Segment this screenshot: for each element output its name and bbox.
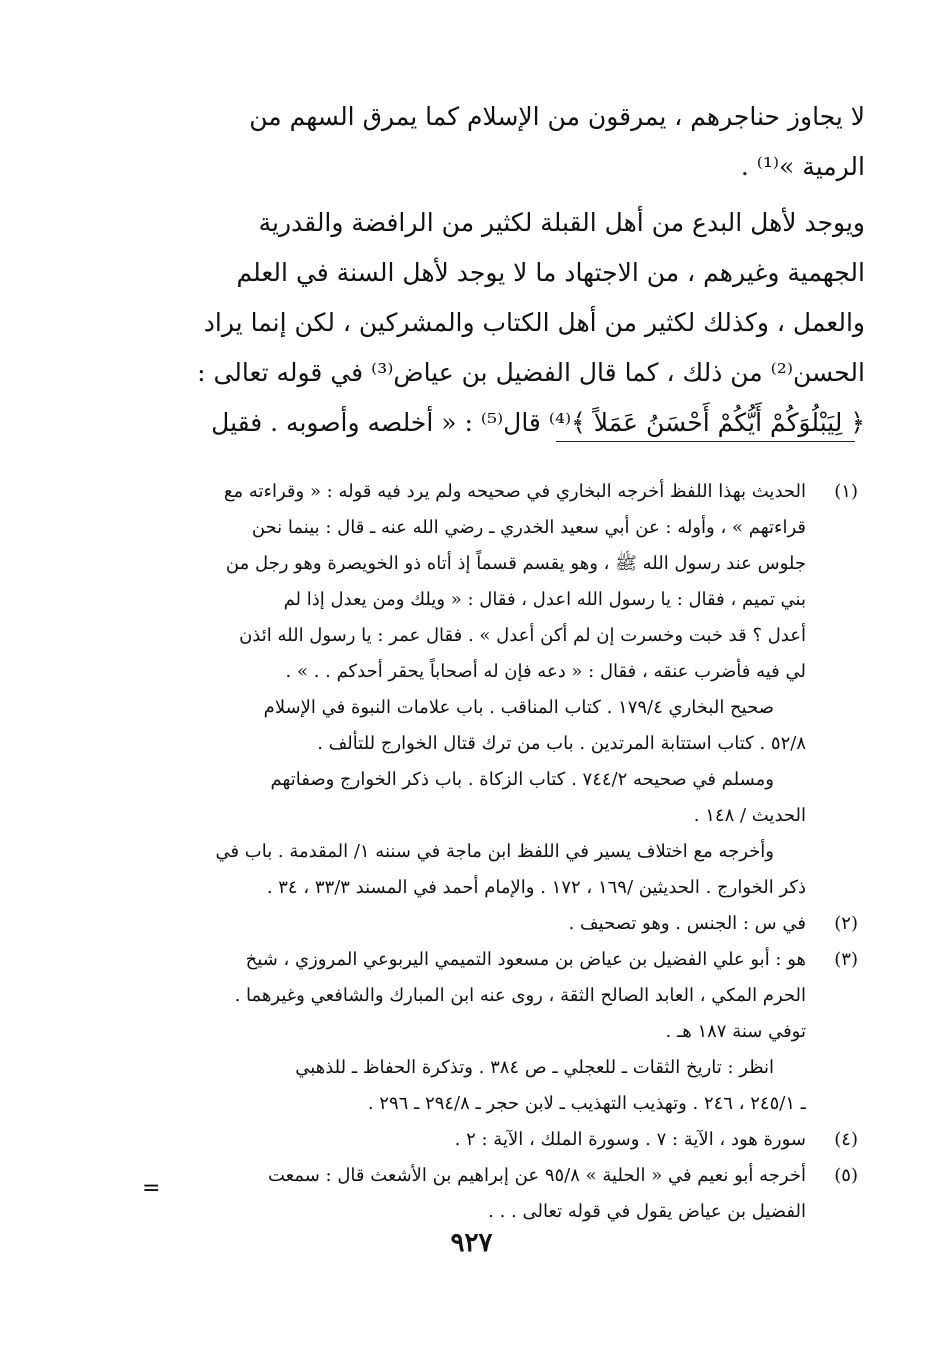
footnote-line: جلوس عند رسول الله ﷺ ، وهو يقسم قسماً إذ أتاه ذو الخويصرة وهو رجل من	[225, 553, 806, 574]
footnote-line: توفي سنة ١٨٧ هـ .	[665, 1021, 806, 1042]
footnote-number: (١)	[834, 481, 858, 502]
footnote-line: سورة هود ، الآية : ٧ . وسورة الملك ، الآية : ٢ .	[454, 1129, 806, 1150]
footnote-source-line: الحديث / ١٤٨ .	[693, 805, 806, 826]
main-paragraph-2	[150, 198, 865, 448]
footnote-line: أخرجه أبو نعيم في « الحلية » ٩٥/٨ عن إبراهيم بن الأشعث قال : سمعت	[267, 1165, 806, 1186]
footnote-source-line: ومسلم في صحيحه ٧٤٤/٢ . كتاب الزكاة . باب ذكر الخوارج وصفاتهم	[270, 769, 774, 790]
footnote-line: أعدل ؟ قد خبت وخسرت إن لم أكن أعدل » . فقال عمر : يا رسول الله ائذن	[239, 625, 806, 646]
footnote-source-line: صحيح البخاري ١٧٩/٤ . كتاب المناقب . باب علامات النبوة في الإسلام	[263, 697, 774, 718]
page-number: ٩٢٧	[450, 1228, 493, 1258]
main-paragraph-1	[150, 92, 865, 192]
footnote-number: (٣)	[834, 949, 858, 970]
footnote-line: الحرم المكي ، العابد الصالح الثقة ، روى عنه ابن المبارك والشافعي وغيرهما .	[234, 985, 806, 1006]
footnote-source-line: ٥٢/٨ . كتاب استتابة المرتدين . باب من ترك قتال الخوارج للتألف .	[317, 733, 806, 754]
footnote-5	[148, 1158, 858, 1230]
footnote-2	[148, 906, 858, 942]
main-line: لا يجاوز حناجرهم ، يمرقون من الإسلام كما يمرق السهم من	[249, 102, 865, 131]
footnote-number: (٢)	[834, 913, 858, 934]
footnote-source-line: وأخرجه مع اختلاف يسير في اللفظ ابن ماجة في سننه ١/ المقدمة . باب في	[215, 841, 774, 862]
footnote-4	[148, 1122, 858, 1158]
footnote-line: الحديث بهذا اللفظ أخرجه البخاري في صحيحه ولم يرد فيه قوله : « وقراءته مع	[223, 481, 806, 502]
footnote-line: هو : أبو علي الفضيل بن عياض بن مسعود التميمي اليربوعي المروزي ، شيخ	[245, 949, 806, 970]
footnote-source-line: انظر : تاريخ الثقات ـ للعجلي ـ ص ٣٨٤ . وتذكرة الحفاظ ـ للذهبي	[295, 1057, 774, 1078]
footnote-source-line: ذكر الخوارج . الحديثين /١٦٩ ، ١٧٢ . والإمام أحمد في المسند ٣٣/٣ ، ٣٤ .	[266, 877, 806, 898]
footnote-1	[148, 474, 858, 906]
footnote-source-line: ـ ٢٤٥/١ ، ٢٤٦ . وتهذيب التهذيب ـ لابن حجر ـ ٢٩٤/٨ ـ ٢٩٦ .	[367, 1093, 806, 1114]
footnote-number: (٥)	[834, 1165, 858, 1186]
continuation-mark: =	[142, 1176, 161, 1201]
footnote-line: بني تميم ، فقال : يا رسول الله اعدل ، فقال : « ويلك ومن يعدل إذا لم	[283, 589, 806, 610]
main-line: الجهمية وغيرهم ، من الاجتهاد ما لا يوجد لأهل السنة في العلم	[236, 258, 865, 287]
footnote-number: (٤)	[834, 1129, 858, 1150]
footnote-3	[148, 942, 858, 1122]
footnote-line: في س : الجنس . وهو تصحيف .	[568, 913, 806, 934]
footnote-line: الفضيل بن عياض يقول في قوله تعالى . . .	[488, 1201, 806, 1222]
main-line: الحسن⁽²⁾ من ذلك ، كما قال الفضيل بن عياض⁽³⁾ في قوله تعالى :	[197, 358, 865, 387]
main-line: والعمل ، وكذلك لكثير من أهل الكتاب والمشركين ، لكن إنما يراد	[203, 308, 865, 337]
main-line: ﴿ لِيَبْلُوَكُمْ أَيُّكُمْ أَحْسَنُ عَمَلاً ﴾⁽⁴⁾ قال⁽⁵⁾ : « أخلصه وأصوبه . فقيل	[211, 408, 865, 437]
footnote-divider	[556, 441, 855, 442]
footnote-line: لي فيه فأضرب عنقه ، فقال : « دعه فإن له أصحاباً يحقر أحدكم . . » .	[285, 661, 806, 682]
main-line: ويوجد لأهل البدع من أهل القبلة لكثير من الرافضة والقدرية	[258, 208, 865, 237]
main-line: الرمية »⁽¹⁾ .	[740, 152, 865, 181]
footnotes-section	[148, 474, 858, 1230]
footnote-line: قراءتهم » ، وأوله : عن أبي سعيد الخدري ـ رضي الله عنه ـ قال : بينما نحن	[251, 517, 806, 538]
